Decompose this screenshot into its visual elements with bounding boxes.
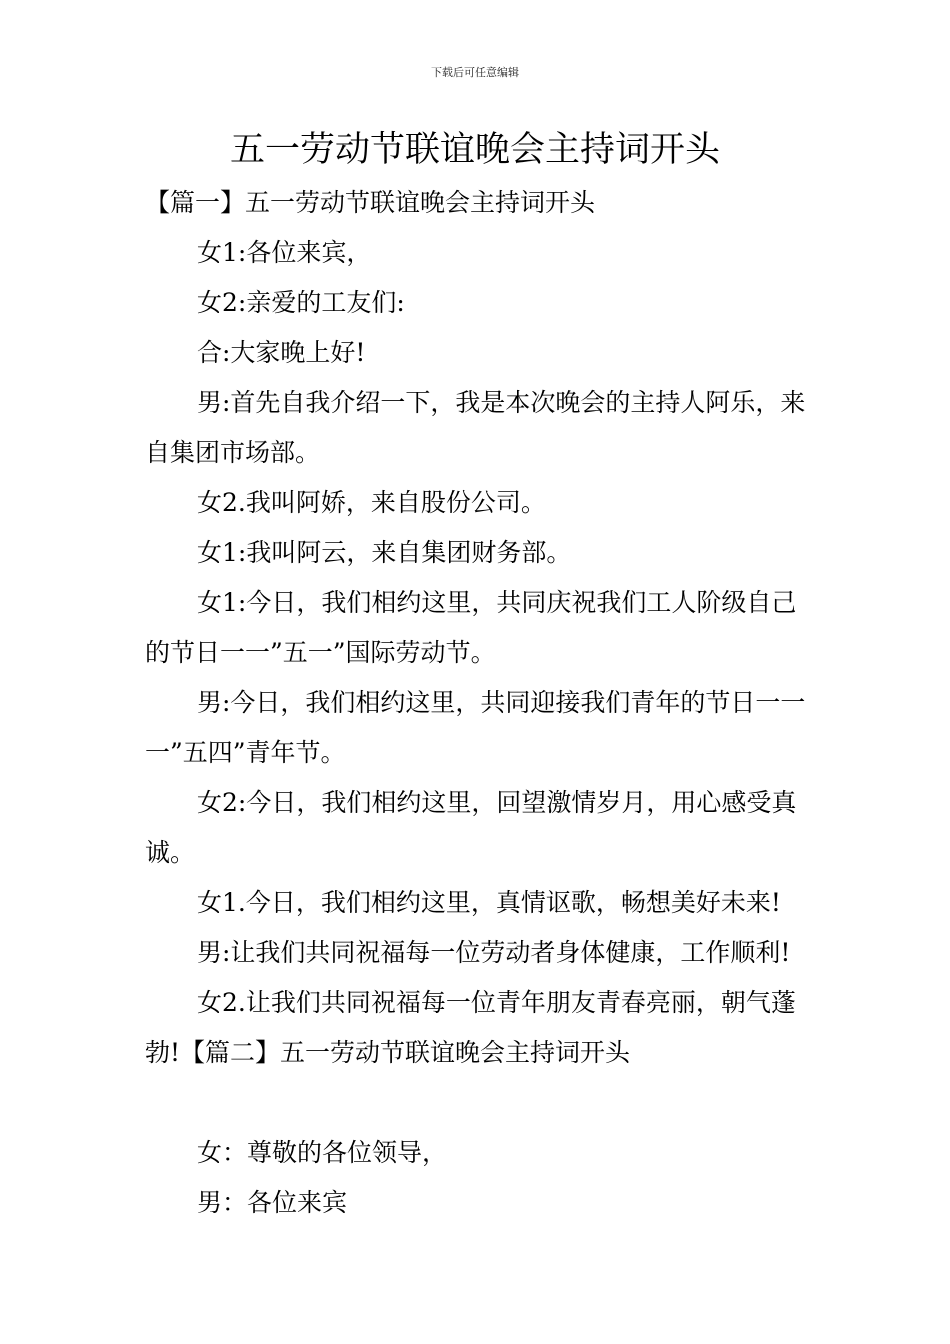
section-heading-1: 【篇一】五一劳动节联谊晚会主持词开头 [145,188,596,217]
dialogue-line: 女1:各位来宾， [197,238,372,267]
dialogue-line: 男:让我们共同祝福每一位劳动者身体健康，工作顺利! [197,938,791,967]
dialogue-line: 女1:我叫阿云，来自集团财务部。 [197,538,572,567]
dialogue-line: 女1:今日，我们相约这里，共同庆祝我们工人阶级自己的节日一一”五一”国际劳动节。 [145,588,797,667]
dialogue-line: 女2:亲爱的工友们: [197,288,405,317]
document-title: 五一劳动节联谊晚会主持词开头 [229,130,720,170]
dialogue-line: 女2:今日，我们相约这里，回望激情岁月，用心感受真诚。 [145,788,797,867]
dialogue-line: 女2.让我们共同祝福每一位青年朋友青春亮丽，朝气蓬勃!【篇二】五一劳动节联谊晚会主持词开头 [145,988,796,1067]
page-header-note: 下载后可任意编辑 [431,66,519,79]
dialogue-line: 合:大家晚上好! [197,338,366,367]
dialogue-line: 男:今日，我们相约这里，共同迎接我们青年的节日一一一”五四”青年节。 [145,688,806,767]
dialogue-line: 男：各位来宾 [197,1188,348,1217]
dialogue-line: 男:首先自我介绍一下，我是本次晚会的主持人阿乐，来自集团市场部。 [145,388,806,467]
document-body [145,178,810,1228]
dialogue-line: 女：尊敬的各位领导， [197,1138,448,1167]
paragraph-gap [145,1078,810,1128]
dialogue-line: 女1.今日，我们相约这里，真情讴歌，畅想美好未来! [197,888,781,917]
dialogue-line: 女2.我叫阿娇，来自股份公司。 [197,488,546,517]
